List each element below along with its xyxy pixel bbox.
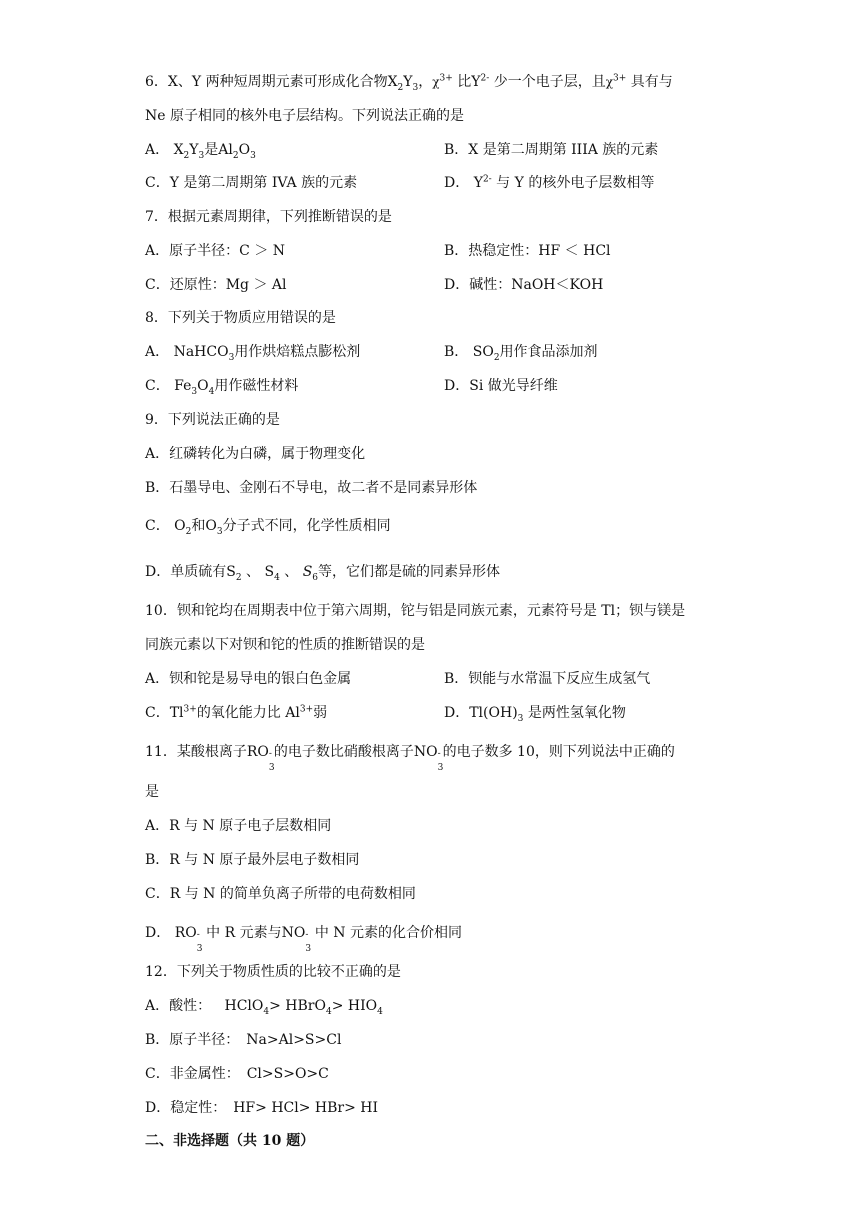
q9-option-d: D．单质硫有$S_2$ 、 $S_4$ 、 $S_6$等，它们都是硫的同素异形体	[145, 564, 501, 583]
q10-option-d: D．$Tl(OH)_3$ 是两性氢氧化物	[444, 705, 626, 724]
q7-option-a: A．原子半径：C ＞ N	[145, 243, 285, 259]
q9-stem: 9．下列说法正确的是	[145, 412, 280, 428]
q10-option-c: C．$Tl^{3+}$的氧化能力比 $Al^{3+}$弱	[145, 704, 328, 721]
q9-option-c: C． $O_2$和$O_3$分子式不同，化学性质相同	[145, 518, 391, 537]
q11-option-b: B．R 与 N 原子最外层电子数相同	[145, 852, 360, 868]
q11-stem-line1: 11．某酸根离子RO - 3 的电子数比硝酸根离子NO - 3 的电子数多 10，则下列说法中正确的	[145, 744, 675, 773]
q10-stem-line2: 同族元素以下对钡和铊的性质的推断错误的是	[145, 637, 425, 653]
q12-option-b: B．原子半径： Na>Al>S>Cl	[145, 1032, 342, 1048]
q10-stem-line1: 10．钡和铊均在周期表中位于第六周期，铊与铝是同族元素，元素符号是 Tl；钡与镁是	[145, 603, 686, 619]
q11-option-c: C．R 与 N 的简单负离子所带的电荷数相同	[145, 886, 416, 902]
formula-x2y3: $X_2Y_3$	[387, 74, 419, 93]
q10-option-a: A．钡和铊是易导电的银白色金属	[145, 671, 352, 687]
q6-option-a: A． $X_2Y_3$是$Al_2O_3$	[145, 142, 256, 161]
q8-option-a: A． NaHCO$_3$用作烘焙糕点膨松剂	[145, 344, 361, 363]
q6-stem-line1: 6．X、Y 两种短周期元素可形成化合物$X_2Y_3$，$\chi^{3+}$ 比$Y^{2-}$ 少一个电子层，且$\chi^{3+}$ 具有与	[145, 73, 673, 93]
q12-option-c: C．非金属性： Cl>S>O>C	[145, 1066, 329, 1082]
q10-option-b: B．钡能与水常温下反应生成氢气	[444, 671, 651, 687]
q11-option-a: A．R 与 N 原子电子层数相同	[145, 818, 332, 834]
q7-stem: 7．根据元素周期律，下列推断错误的是	[145, 209, 392, 225]
q12-stem: 12．下列关于物质性质的比较不正确的是	[145, 964, 401, 980]
q7-option-d: D．碱性：NaOH＜KOH	[444, 277, 604, 293]
q7-option-b: B．热稳定性：HF ＜ HCl	[444, 243, 611, 259]
q6-option-b: B．X 是第二周期第 IIIA 族的元素	[444, 142, 659, 158]
q8-option-b: B． $SO_2$用作食品添加剂	[444, 344, 598, 363]
q6-option-c: C．Y 是第二周期第 IVA 族的元素	[145, 175, 358, 191]
q6-stem-line2: Ne 原子相同的核外电子层结构。下列说法正确的是	[145, 108, 464, 124]
section-heading: 二、非选择题（共 10 题）	[145, 1133, 315, 1149]
q9-option-b: B．石墨导电、金刚石不导电，故二者不是同素异形体	[145, 480, 478, 496]
q6-option-d: D． $Y^{2-}$ 与 Y 的核外电子层数相等	[444, 174, 655, 191]
q12-option-a: A．酸性： HClO$_4$> HBrO$_4$> $HIO_4$	[145, 998, 383, 1017]
q11-stem-line2: 是	[145, 784, 159, 800]
q12-option-d: D．稳定性： HF> HCl> HBr> HI	[145, 1100, 379, 1116]
q11-option-d: D． RO - 3 中 R 元素与NO - 3 中 N 元素的化合价相同	[145, 925, 462, 954]
q8-option-d: D．Si 做光导纤维	[444, 378, 558, 394]
q7-option-c: C．还原性：Mg ＞ Al	[145, 277, 287, 293]
q8-option-c: C． $Fe_3O_4$用作磁性材料	[145, 378, 299, 397]
q8-stem: 8．下列关于物质应用错误的是	[145, 310, 336, 326]
q9-option-a: A．红磷转化为白磷，属于物理变化	[145, 446, 366, 462]
